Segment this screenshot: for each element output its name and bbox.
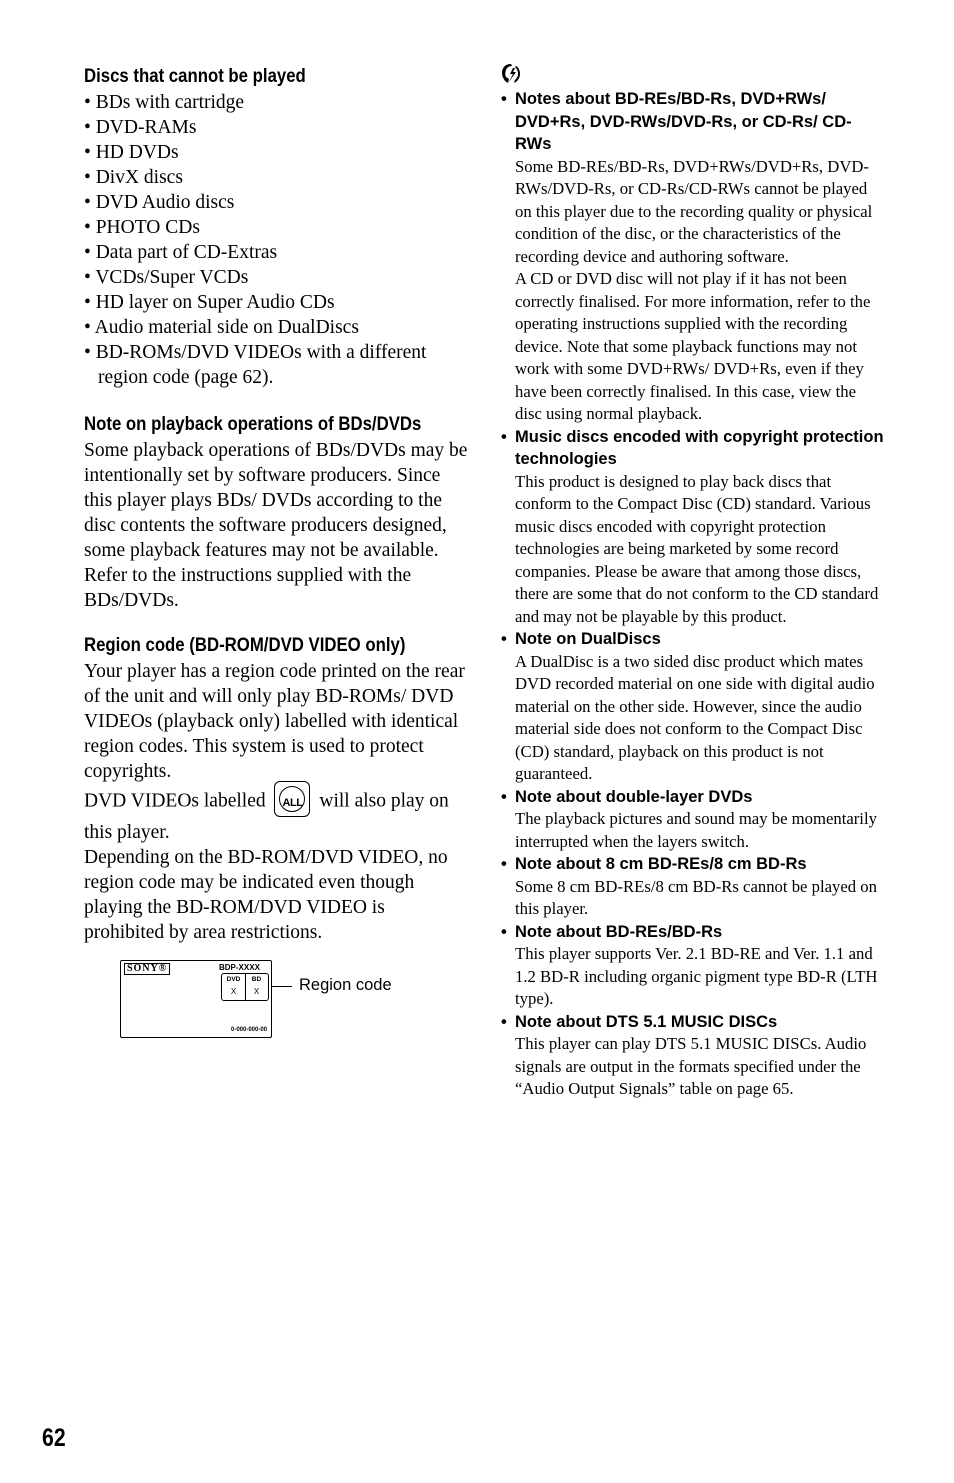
note-body: The playback pictures and sound may be momentarily interrupted when the layers switch. — [515, 809, 877, 851]
region-heading: Region code (BD-ROM/DVD VIDEO only) — [84, 634, 406, 656]
note-heading: Note on DualDiscs — [515, 630, 661, 648]
note-body: A DualDisc is a two sided disc product which mates DVD recorded material on one side with digital audio material on the other side. However, since the audio material side does not conform to the Compact Disc (CD) standard, playback on this product is not guaranteed. — [515, 651, 875, 783]
list-item: • DivX discs — [84, 167, 183, 188]
region-para1: Your player has a region code printed on the rear of the unit and will only play BD-ROMs/ DVD VIDEOs (playback only) labelled with identical region codes. This system is used to protect copyrights. — [84, 661, 465, 782]
note-heading: Note about 8 cm BD-REs/8 cm BD-Rs — [515, 855, 807, 873]
discs-heading: Discs that cannot be played — [84, 65, 306, 87]
serial-number: 0-000-000-00 — [231, 1027, 268, 1033]
list-item: • VCDs/Super VCDs — [84, 267, 249, 288]
note-heading: Note about BD-REs/BD-Rs — [515, 922, 723, 941]
right-column — [500, 62, 884, 1101]
leader-line — [272, 986, 292, 987]
rear-label-diagram — [120, 960, 272, 1038]
region-para2 — [84, 784, 468, 845]
list-item: • BD-ROMs/DVD VIDEOs with a different region code (page 62). — [84, 342, 427, 388]
region-para3: Depending on the BD-ROM/DVD VIDEO, no region code may be indicated even though playing the BD-ROM/DVD VIDEO is prohibited by area restrictions. — [84, 847, 448, 943]
note-heading: Music discs encoded with copyright protection technologies — [515, 427, 884, 468]
region-para2-before: DVD VIDEOs labelled — [84, 790, 266, 812]
list-item: • BDs with cartridge — [84, 92, 245, 113]
tip-hint-icon — [500, 62, 522, 86]
list-item: • DVD Audio discs — [84, 192, 235, 213]
note-body: Some BD-REs/BD-Rs, DVD+RWs/DVD+Rs, DVD-RWs/DVD-Rs, or CD-Rs/CD-RWs cannot be played on this player due to the recording quality or physical condition of the disc, or the characteristics of the recording device and authoring software. — [515, 156, 873, 266]
discs-list — [84, 90, 468, 390]
region-code-caption: Region code — [299, 976, 392, 994]
list-item: • HD DVDs — [84, 142, 179, 163]
playback-heading: Note on playback operations of BDs/DVDs — [84, 413, 422, 435]
left-column — [84, 62, 468, 945]
bd-region-value: X — [253, 987, 260, 996]
list-item: • DVD-RAMs — [84, 117, 197, 138]
note-item: • Note about BD-REs/BD-Rs This player supports Ver. 2.1 BD-RE and Ver. 1.1 and 1.2 BD-R including organic pigment type BD-R (LTH type). — [500, 921, 884, 1011]
region-para2-after: will also play on this player. — [84, 790, 449, 843]
list-item: • HD layer on Super Audio CDs — [84, 292, 335, 313]
note-body: Some 8 cm BD-REs/8 cm BD-Rs cannot be played on this player. — [515, 876, 877, 918]
note-heading: Notes about BD-REs/BD-Rs, DVD+RWs/ DVD+Rs, DVD-RWs/DVD-Rs, or CD-Rs/ CD-RWs — [515, 90, 852, 153]
note-body: This player supports Ver. 2.1 BD-RE and Ver. 1.1 and 1.2 BD-R including organic pigment type BD-R (LTH type). — [515, 944, 878, 1008]
note-item: • Note about 8 cm BD-REs/8 cm BD-Rs Some 8 cm BD-REs/8 cm BD-Rs cannot be played on this player. — [500, 853, 884, 921]
note-item: • Notes about BD-REs/BD-Rs, DVD+RWs/ DVD+Rs, DVD-RWs/DVD-Rs, or CD-Rs/ CD-RWs Some BD-REs/BD-Rs, DVD+RWs/DVD+Rs, DVD-RWs/DVD-Rs, or CD-Rs/CD-RWs cannot be played on this player due to the recording quality or physical condition of the disc, or the characteristics of the recording device and authoring software. A CD or DVD disc will not play if it has not been correctly finalised. For more information, refer to the operating instructions supplied with the recording device. Note that some playback functions may not work with some DVD+RWs/ DVD+Rs, even if they have been correctly finalised. In this case, view the disc using normal playback. — [500, 88, 884, 426]
list-item: • PHOTO CDs — [84, 217, 200, 238]
sony-logo: SONY® — [124, 963, 170, 975]
dvd-region-value: X — [230, 987, 237, 996]
model-name: BDP-XXXX — [219, 963, 260, 972]
note-body: This player can play DTS 5.1 MUSIC DISCs. Audio signals are output in the formats specified under the “Audio Output Signals” table on page 65. — [515, 1034, 867, 1098]
note-item: • Note about double-layer DVDs The playback pictures and sound may be momentarily interrupted when the layers switch. — [500, 786, 884, 854]
region-code-box — [221, 973, 269, 1001]
list-item: • Data part of CD-Extras — [84, 242, 278, 263]
note-heading: Note about DTS 5.1 MUSIC DISCs — [515, 1012, 778, 1031]
note-item: • Music discs encoded with copyright protection technologies This product is designed to play back discs that conform to the Compact Disc (CD) standard. Various music discs encoded with copyright protection technologies are being marketed by some record companies. Please be aware that among those discs, there are some that do not conform to the CD standard and may not be playable by this product. — [500, 426, 884, 629]
bd-label: BD — [251, 976, 262, 983]
dvd-label: DVD — [226, 976, 241, 983]
note-heading: Note about double-layer DVDs — [515, 787, 753, 806]
all-region-icon — [274, 781, 310, 817]
note-body: A CD or DVD disc will not play if it has not been correctly finalised. For more information, refer to the operating instructions supplied with the recording device. Note that some playback functions may not work with some DVD+RWs/ DVD+Rs, even if they have been correctly finalised. In this case, view the disc using normal playback. — [515, 269, 871, 423]
list-item: • Audio material side on DualDiscs — [84, 317, 359, 338]
playback-body: Some playback operations of BDs/DVDs may be intentionally set by software producers. Since this player plays BDs/ DVDs according to the disc contents the software producers designed, some playback features may not be available. Refer to the instructions supplied with the BDs/DVDs. — [84, 440, 468, 611]
note-item: • Note about DTS 5.1 MUSIC DISCs This player can play DTS 5.1 MUSIC DISCs. Audio signals are output in the formats specified under the “Audio Output Signals” table on page 65. — [500, 1011, 884, 1101]
all-region-text: ALL — [282, 797, 303, 809]
note-body: This product is designed to play back discs that conform to the Compact Disc (CD) standard. Various music discs encoded with copyright protection technologies are being marketed by some record companies. Please be aware that among those discs, there are some that do not conform to the CD standard and may not be playable by this product. — [515, 471, 879, 626]
note-item: • Note on DualDiscs A DualDisc is a two sided disc product which mates DVD recorded material on one side with digital audio material on the other side. However, since the audio material side does not conform to the Compact Disc (CD) standard, playback on this product is not guaranteed. — [500, 628, 884, 786]
page-number: 62 — [42, 1424, 66, 1452]
